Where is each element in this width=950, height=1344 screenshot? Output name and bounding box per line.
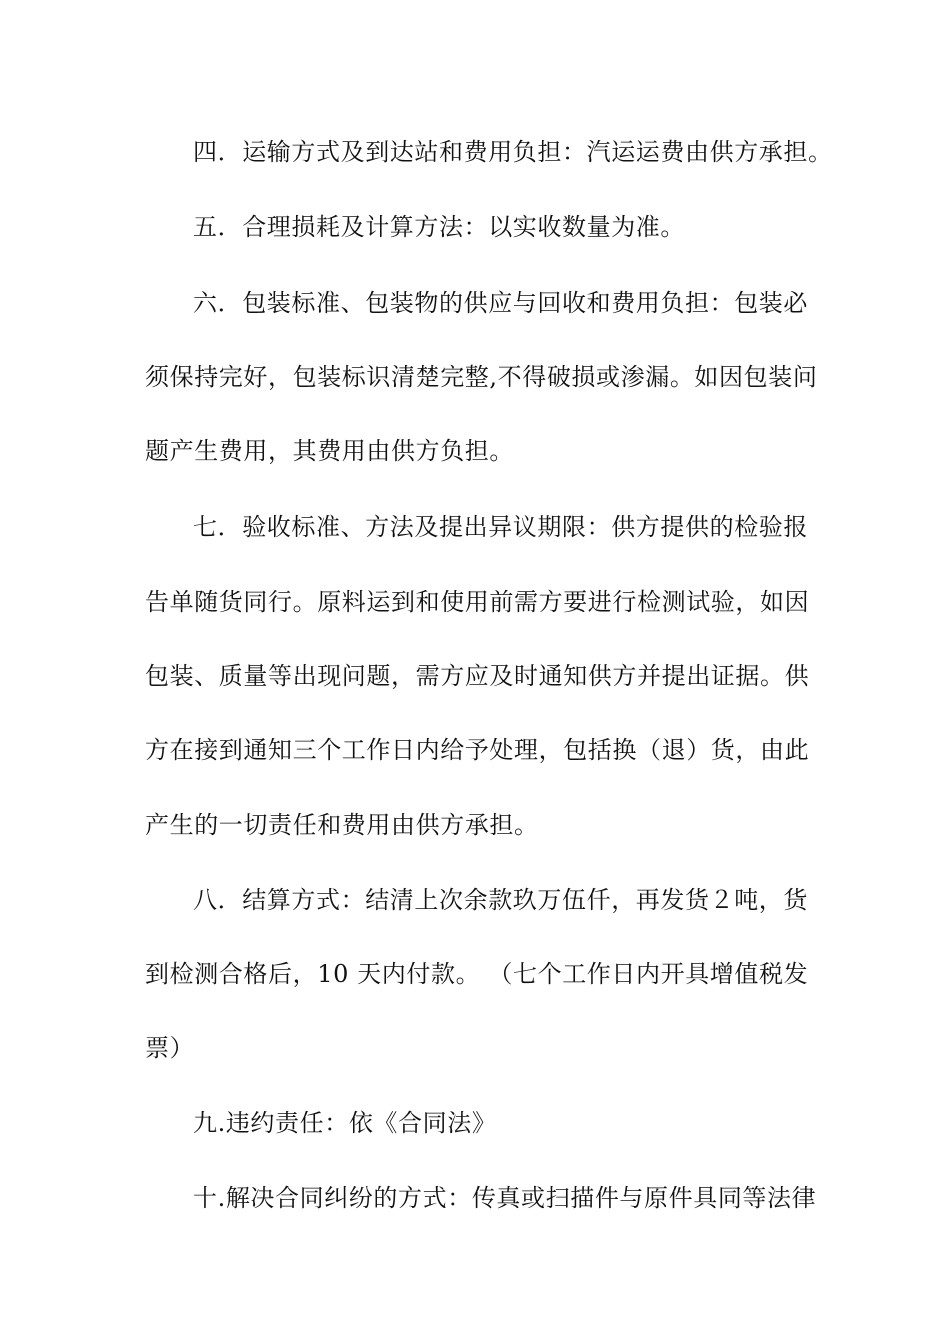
- clause-6-line-2: 须保持完好，包装标识清楚完整,不得破损或渗漏。如因包装问: [145, 363, 818, 391]
- clause-6-line-3: 题产生费用，其费用由供方负担。: [145, 437, 514, 465]
- clause-7-line-4: 方在接到通知三个工作日内给予处理，包括换（退）货，由此: [145, 736, 810, 764]
- clause-6-line-1: 六．包装标准、包装物的供应与回收和费用负担：包装必: [193, 289, 808, 317]
- clause-10-line-1: 十.解决合同纠纷的方式：传真或扫描件与原件具同等法律: [193, 1184, 817, 1212]
- clause-8-line-3: 票）: [145, 1034, 195, 1062]
- clause-7-line-5: 产生的一切责任和费用由供方承担。: [145, 811, 539, 839]
- clause-7-line-3: 包装、质量等出现问题，需方应及时通知供方并提出证据。供: [145, 662, 810, 690]
- clause-5-line-1: 五．合理损耗及计算方法：以实收数量为准。: [193, 213, 685, 241]
- clause-4-line-1: 四．运输方式及到达站和费用负担：汽运运费由供方承担。: [193, 138, 833, 166]
- clause-8-line-2: 到检测合格后，10 天内付款。 （七个工作日内开具增值税发: [145, 960, 809, 988]
- clause-7-line-2: 告单随货同行。原料运到和使用前需方要进行检测试验，如因: [145, 588, 810, 616]
- clause-9-line-1: 九.违约责任：依《合同法》: [193, 1109, 497, 1137]
- clause-7-line-1: 七．验收标准、方法及提出异议期限：供方提供的检验报: [193, 513, 808, 541]
- clause-8-line-1: 八．结算方式：结清上次余款玖万伍仟，再发货２吨，货: [193, 886, 808, 914]
